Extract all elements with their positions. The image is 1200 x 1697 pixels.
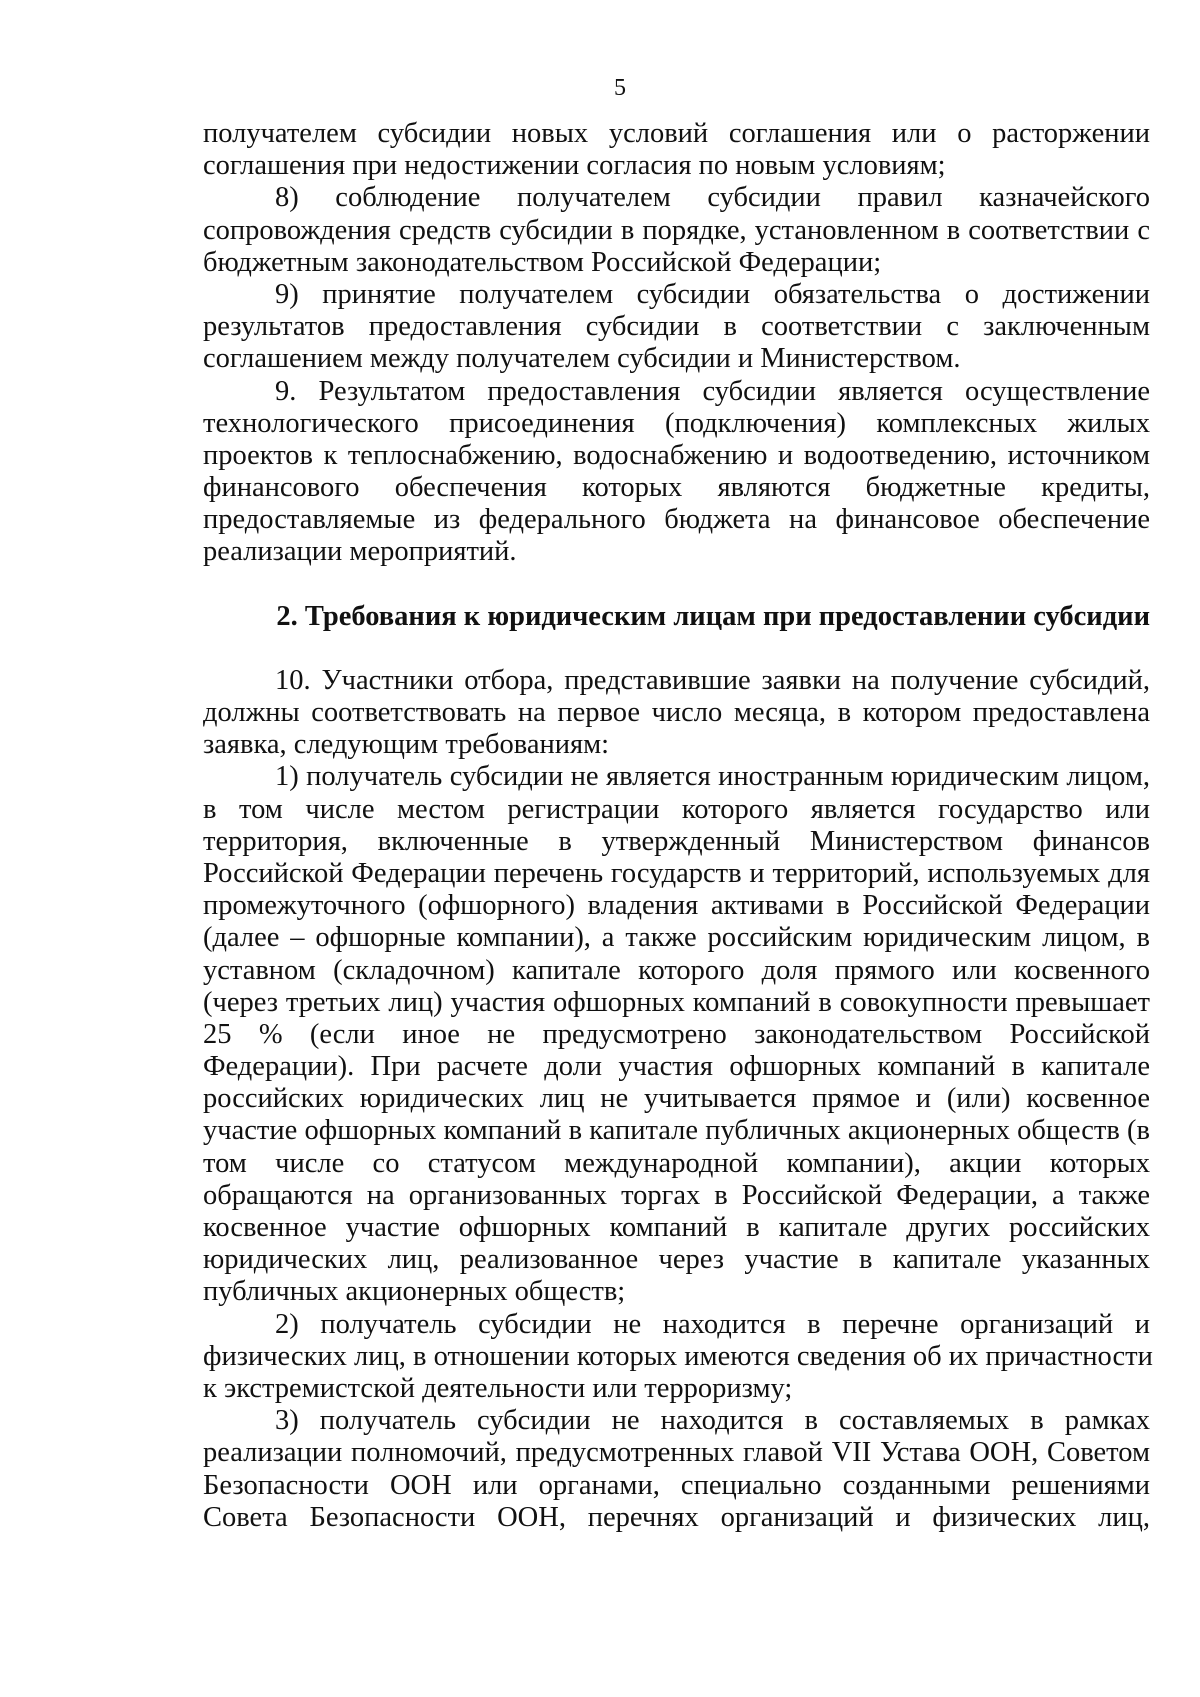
text-line: участие офшорных компаний в капитале публичных акционерных обществ (в	[203, 1115, 1150, 1147]
text-line: российских юридических лиц не учитывается прямое и (или) косвенное	[203, 1083, 1150, 1115]
text-line: 8) соблюдение получателем субсидии правил казначейского	[275, 182, 1150, 214]
text-line: финансового обеспечения которых являются бюджетные кредиты,	[203, 472, 1150, 504]
text-line: 2) получатель субсидии не находится в перечне организаций и	[275, 1308, 1150, 1340]
text-line: 1) получатель субсидии не является иностранным юридическим лицом,	[275, 761, 1150, 793]
text-line: 10. Участники отбора, представившие заявки на получение субсидий,	[275, 664, 1150, 696]
paragraph-requirement-2	[203, 1308, 1153, 1406]
text-line: получателем субсидии новых условий соглашения или о расторжении	[203, 118, 1150, 149]
paragraph-item-8	[203, 182, 1150, 279]
text-line: технологического присоединения (подключения) комплексных жилых	[203, 407, 1150, 439]
paragraph-continuation	[203, 118, 1150, 182]
paragraph-item-9	[203, 279, 1150, 376]
text-line: бюджетным законодательством Российской Федерации;	[203, 246, 882, 278]
text-line: результатов предоставления субсидии в соответствии с заключенным	[203, 311, 1150, 343]
text-line: обращаются на организованных торгах в Российской Федерации, а также	[203, 1179, 1150, 1211]
text-line: соглашением между получателем субсидии и Министерством.	[203, 343, 961, 375]
text-line: уставном (складочном) капитале которого доля прямого или косвенного	[203, 954, 1150, 986]
text-line: реализации полномочий, предусмотренных главой VII Устава ООН, Советом	[203, 1437, 1150, 1469]
text-line: (далее – офшорные компании), а также российским юридическим лицом, в	[203, 922, 1150, 954]
paragraph-requirement-1	[203, 761, 1150, 1308]
text-line: 9) принятие получателем субсидии обязательства о достижении	[275, 278, 1150, 310]
paragraph-point-9	[203, 376, 1150, 569]
text-line: 25 % (если иное не предусмотрено законодательством Российской	[203, 1018, 1150, 1050]
document-body	[203, 118, 1153, 1534]
text-line: к экстремистской деятельности или терроризму;	[203, 1372, 793, 1404]
text-line: том числе со статусом международной компании), акции которых	[203, 1147, 1150, 1179]
text-line: сопровождения средств субсидии в порядке, установленном в соответствии с	[203, 214, 1150, 246]
text-line: должны соответствовать на первое число месяца, в котором предоставлена	[203, 697, 1150, 728]
text-line: предоставляемые из федерального бюджета на финансовое обеспечение	[203, 504, 1150, 536]
text-line: реализации мероприятий.	[203, 536, 517, 568]
text-line: 9. Результатом предоставления субсидии является осуществление	[275, 375, 1150, 407]
text-line: публичных акционерных обществ;	[203, 1276, 626, 1308]
paragraph-requirement-3	[203, 1405, 1150, 1534]
text-line: промежуточного (офшорного) владения активами в Российской Федерации	[203, 890, 1150, 922]
text-line: соглашения при недостижении согласия по новым условиям;	[203, 150, 946, 182]
text-line: Совета Безопасности ООН, перечнях организаций и физических лиц,	[203, 1501, 1150, 1533]
page-number: 5	[614, 75, 626, 101]
text-line: 3) получатель субсидии не находится в составляемых в рамках	[275, 1405, 1150, 1437]
text-line: проектов к теплоснабжению, водоснабжению и водоотведению, источником	[203, 439, 1150, 471]
text-line: физических лиц, в отношении которых имеются сведения об их причастности	[203, 1340, 1153, 1372]
text-line: Безопасности ООН или органами, специально созданными решениями	[203, 1469, 1150, 1501]
text-line: Российской Федерации перечень государств и территорий, используемых для	[203, 857, 1150, 889]
text-line: территория, включенные в утвержденный Министерством финансов	[203, 825, 1150, 857]
text-line: косвенное участие офшорных компаний в капитале других российских	[203, 1212, 1150, 1243]
text-line: Федерации). При расчете доли участия офшорных компаний в капитале	[203, 1051, 1150, 1083]
text-line: в том числе местом регистрации которого является государство или	[203, 793, 1150, 825]
section-heading: 2. Требования к юридическим лицам при предоставлении субсидии	[276, 600, 1150, 632]
text-line: (через третьих лиц) участия офшорных компаний в совокупности превышает	[203, 986, 1150, 1018]
paragraph-point-10	[203, 665, 1150, 762]
text-line: юридических лиц, реализованное через участие в капитале указанных	[203, 1244, 1150, 1276]
text-line: заявка, следующим требованиям:	[203, 729, 610, 761]
